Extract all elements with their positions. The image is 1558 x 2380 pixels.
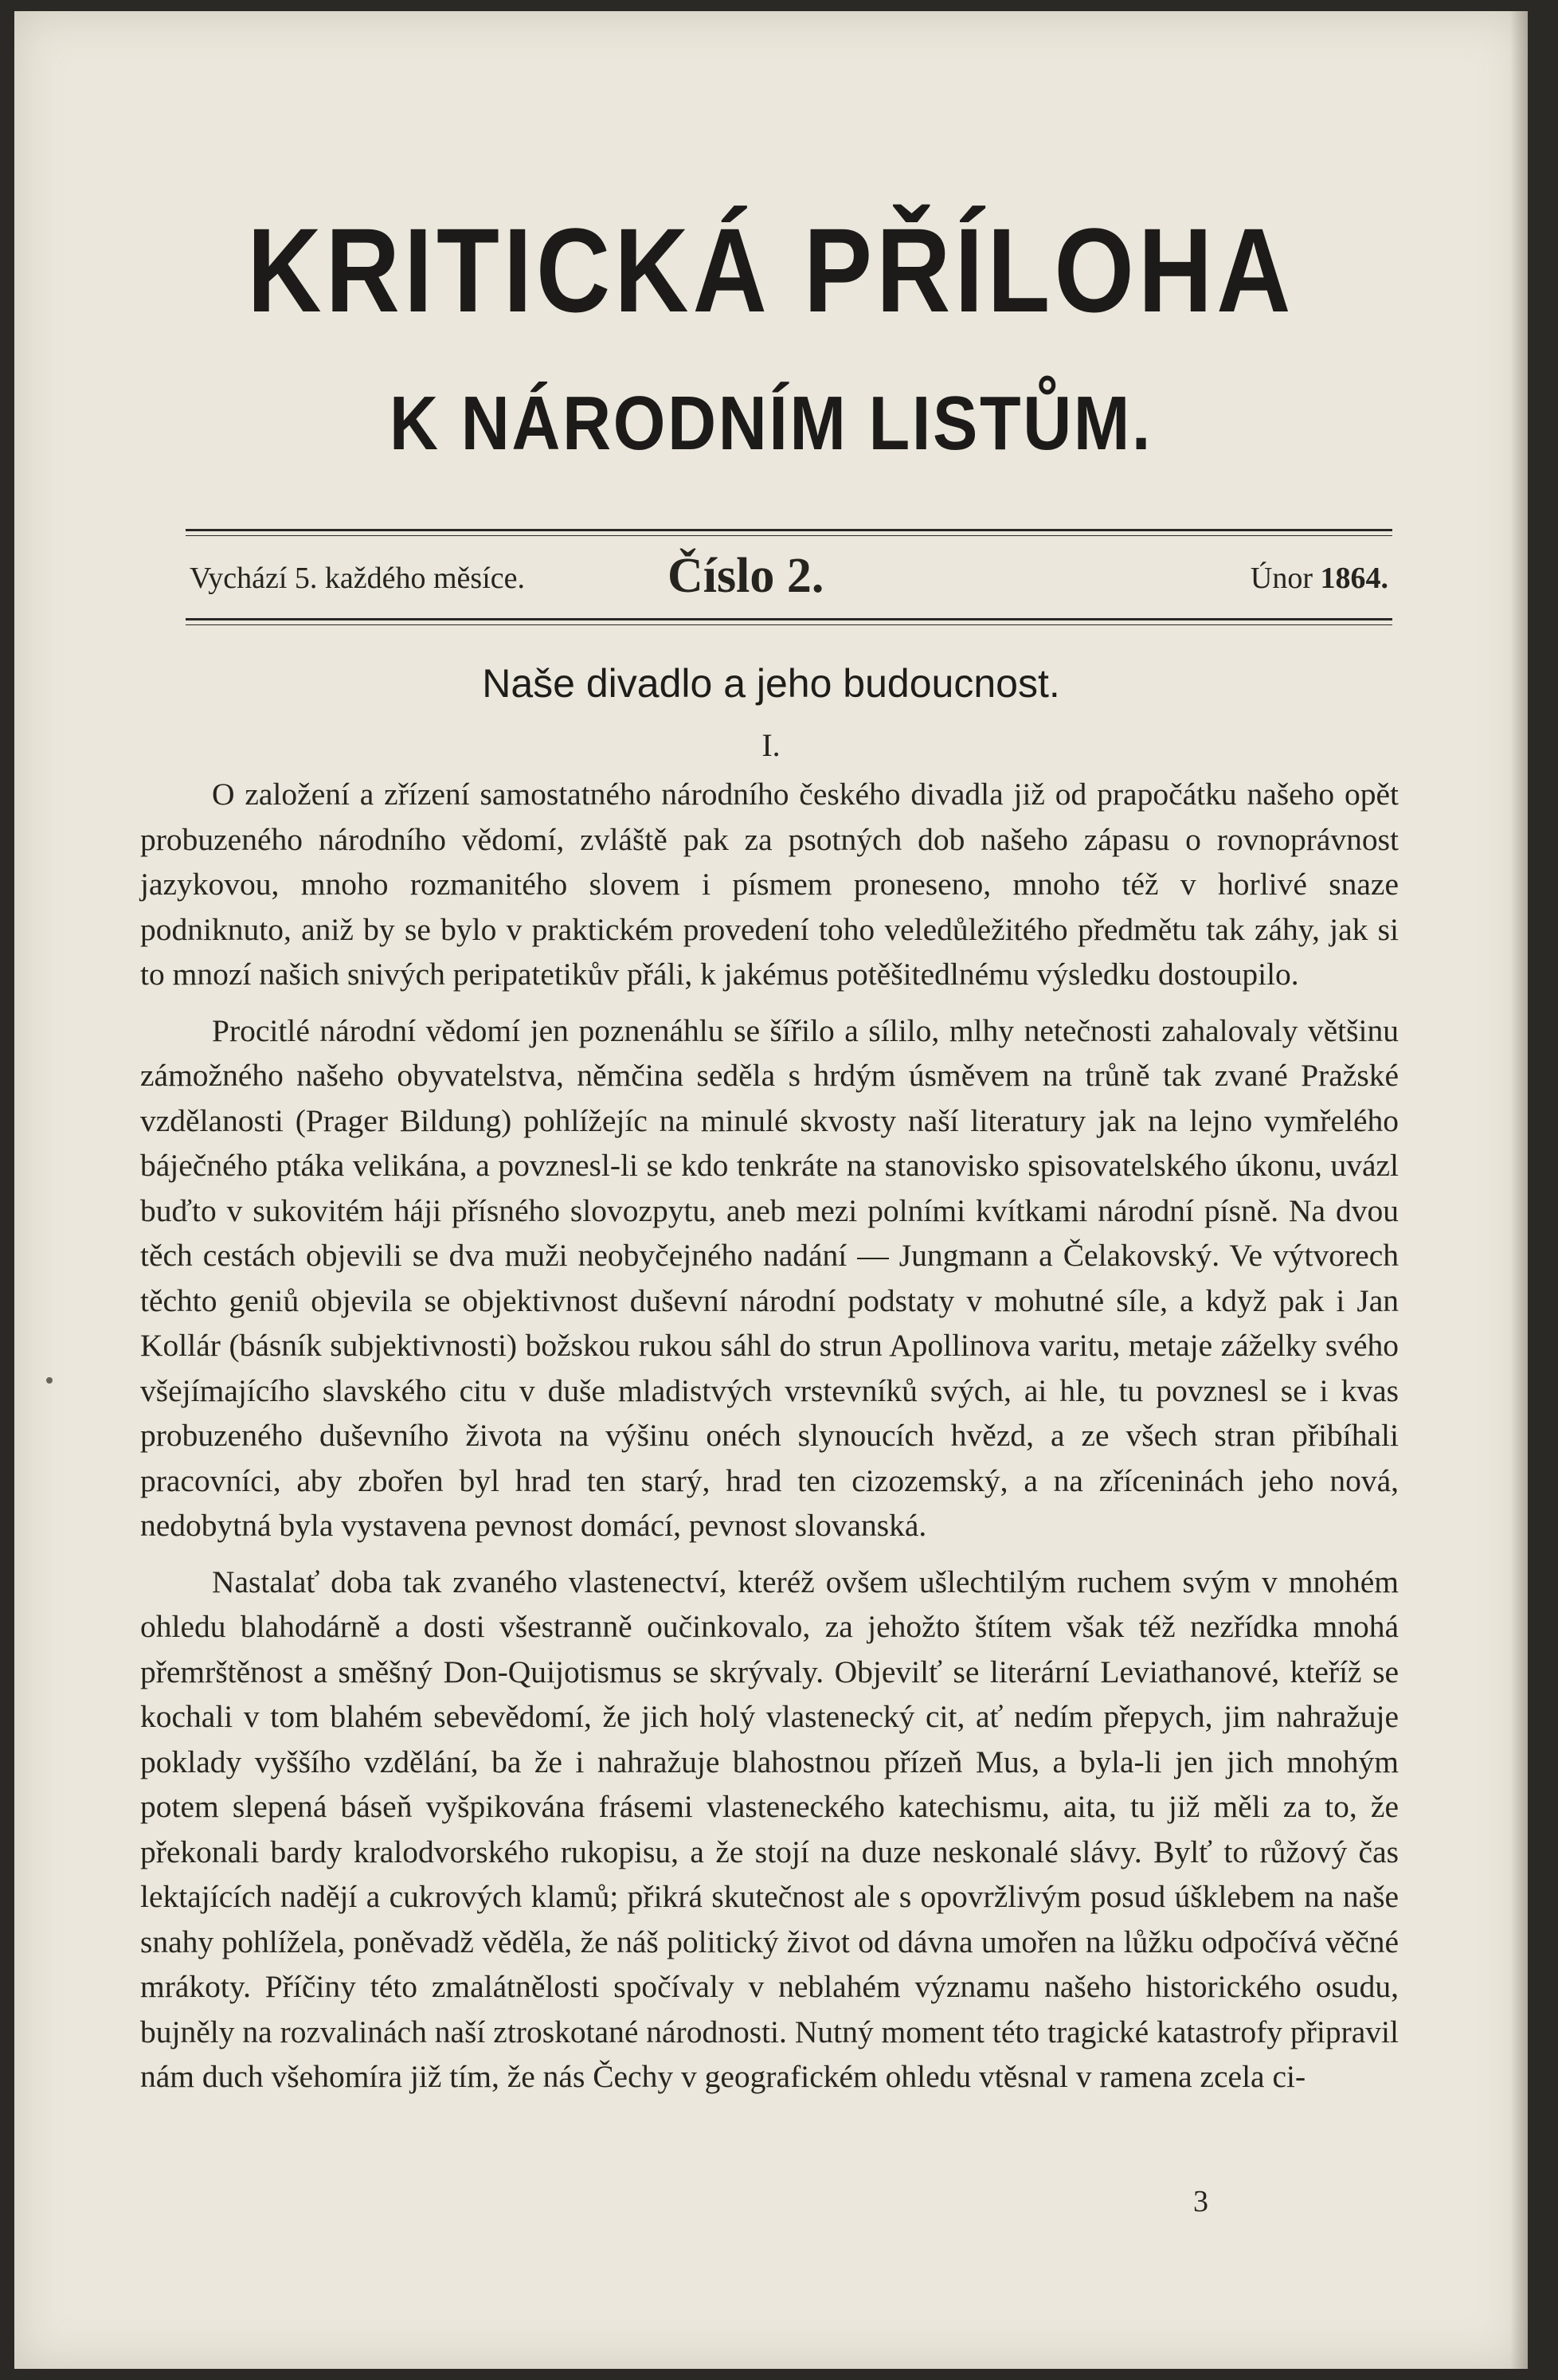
- issue-month: Únor: [1250, 562, 1313, 595]
- top-rule: [186, 529, 1392, 531]
- paragraph: O založení a zřízení samostatného národního českého divadla již od prapočátku našeho opět probuzeného národního vědomí, zvláště pak za psotných dob našeho zápasu o rovnoprávnost jazykovou, mnoho rozmanitého slovem i písmem proneseno, mnoho též v horlivé snaze podniknuto, aniž by se bylo v praktickém provedení toho veledůležitého předmětu tak záhy, jak si to mnozí našich snivých peripatetikův přáli, k jakémus potěšitedlnému výsledku dostoupilo.: [140, 777, 1399, 992]
- page-number: 3: [1193, 2185, 1208, 2218]
- paragraph: Procitlé národní vědomí jen poznenáhlu se šířilo a sílilo, mlhy netečnosti zahalovaly většinu zámožného našeho obyvatelstva, němčina seděla s hrdým úsměvem na trůně tak zvané Pražské vzdělanosti (Prager Bildung) pohlížejíc na minulé skvosty naší literatury jak na lejno vymřelého báječného ptáka velikána, a povznesl-li se kdo tenkráte na stanovisko spisovatelského úkonu, uvázl buďto v sukovitém háji přísného slovozpytu, aneb mezi polními kvítkami národní písně. Na dvou těch cestách objevili se dva muži neobyčejného nadání — Jungmann a Čelakovský. Ve výtvorech těchto geniů objevila se objektivnost duševní národní podstaty v mohutné síle, a když pak i Jan Kollár (básník subjektivnosti) božskou rukou sáhl do strun Apollinova varitu, metaje záželky svého všejímajícího slavského citu v duše mladistvých vrstevníků svých, ai hle, tu povznesl se i kvas probuzeného duševního života na výšinu onéch slynoucích hvězd, a ze všech stran přibíhali pracovníci, aby zbořen byl hrad ten starý, hrad ten cizozemský, a na zříceninách jeho nová, nedobytná byla vystavena pevnost domácí, pevnost slovanská.: [140, 1012, 1399, 1543]
- issue-info-bar: [190, 546, 1388, 610]
- masthead-subtitle: K NÁRODNÍM LISTŮM.: [390, 381, 1153, 466]
- top-rule-thin: [186, 535, 1392, 536]
- article-title: Naše divadlo a jeho budoucnost.: [482, 661, 1060, 706]
- issue-year: 1864.: [1320, 562, 1388, 595]
- bottom-rule: [186, 618, 1392, 620]
- issue-number: Číslo 2.: [667, 549, 824, 603]
- masthead-title: KRITICKÁ PŘÍLOHA: [247, 203, 1295, 337]
- publication-frequency: Vychází 5. každého měsíce.: [190, 562, 525, 595]
- paragraph: Nastalať doba tak zvaného vlastenectví, kteréž ovšem ušlechtilým ruchem svým v mnohém ohledu blahodárně a dosti všestranně oučinkovalo, za jehožto štítem však též nezřídka mnohá přemrštěnost a směšný Don-Quijotismus se skrývaly. Objevilť se literární Leviathanové, kteříž se kochali v tom blahém sebevědomí, že jich holý vlastenecký cit, ať nedím přepych, jim nahražuje poklady vyššího vzdělání, ba že i nahražuje blahostnou přízeň Mus, a byla-li jen jich mnohým potem slepená báseň vyšpikována frásemi vlasteneckého katechismu, aita, tu již měli za to, že překonali bardy kralodvorského rukopisu, a že stojí na duze neskonalé slávy. Bylť to růžový čas lektajících nadějí a cukrových klamů; přikrá skutečnost ale s opovržlivým posud úšklebem na naše snahy pohlížela, poněvadž věděla, že náš politický život od dávna umořen na lůžku odpočívá věčné mrákoty. Příčiny této zmalátnělosti spočívaly v neblahém významu našeho historického osudu, bujněly na rozvalinách naší ztroskotané národnosti. Nutný moment této tragické katastrofy připravil nám duch všehomíra již tím, že nás Čechy v geografickém ohledu vtěsnal v ramena zcela ci-: [140, 1564, 1399, 2094]
- bottom-rule-thin: [186, 624, 1392, 625]
- margin-dot: [46, 1377, 53, 1384]
- article-body: [140, 772, 1399, 2111]
- newspaper-page: [14, 11, 1528, 2369]
- section-number: I.: [761, 727, 781, 763]
- issue-date: [1251, 561, 1388, 596]
